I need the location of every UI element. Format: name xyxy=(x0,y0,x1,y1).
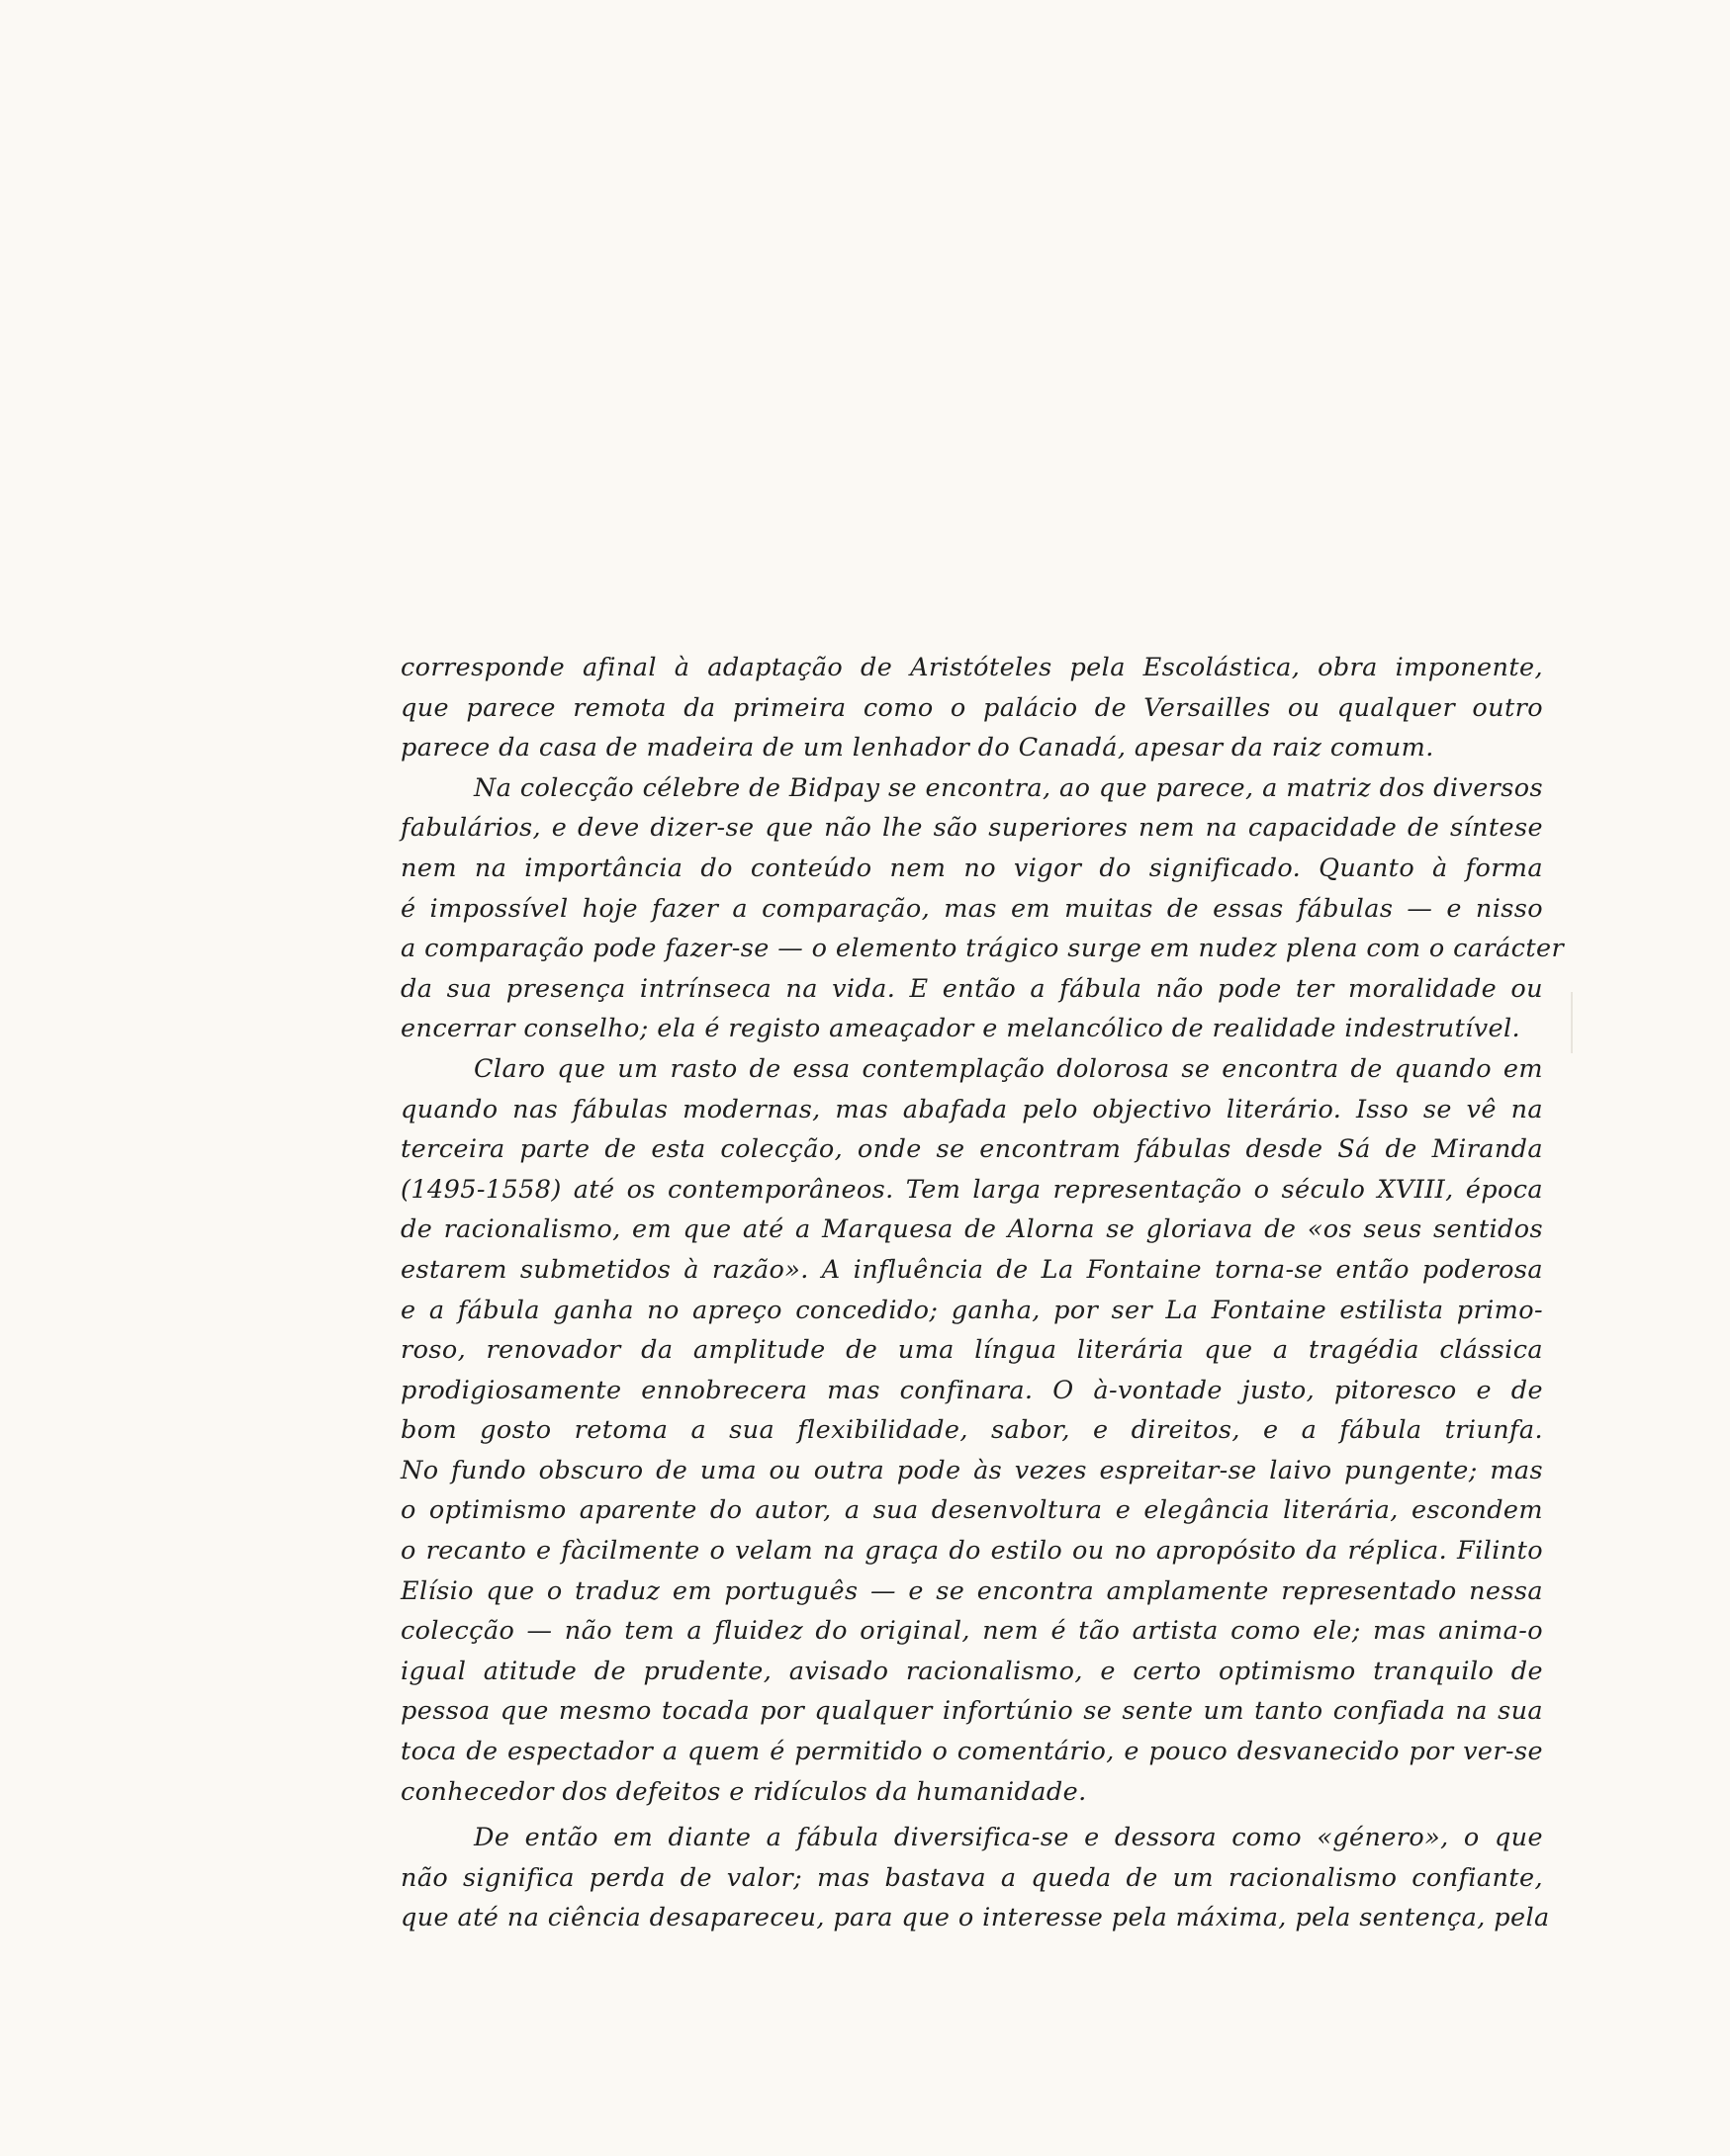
body-text xyxy=(401,648,1565,1938)
text-line: fabulários, e deve dizer-se que não lhe são superiores nem na capacidade de síntese xyxy=(401,813,1543,844)
text-line: de racionalismo, em que até a Marquesa de Alorna se gloriava de «os seus sentidos xyxy=(401,1214,1543,1245)
text-line: Claro que um rasto de essa contemplação dolorosa se encontra de quando em xyxy=(474,1053,1543,1084)
text-line: parece da casa de madeira de um lenhador do Canadá, apesar da raiz comum. xyxy=(401,733,1434,764)
text-line: prodigiosamente ennobrecera mas confinara. O à-vontade justo, pitoresco e de xyxy=(401,1375,1543,1405)
text-line: terceira parte de esta colecção, onde se encontram fábulas desde Sá de Miranda xyxy=(401,1134,1543,1165)
text-line: conhecedor dos defeitos e ridículos da humanidade. xyxy=(401,1776,1087,1807)
text-line: igual atitude de prudente, avisado racionalismo, e certo optimismo tranquilo de xyxy=(401,1656,1543,1686)
text-line: nem na importância do conteúdo nem no vigor do significado. Quanto à forma xyxy=(401,853,1543,883)
text-line: De então em diante a fábula diversifica-se e dessora como «género», o que xyxy=(474,1823,1543,1853)
text-line: colecção — não tem a fluidez do original, nem é tão artista como ele; mas anima-o xyxy=(401,1616,1543,1647)
paragraph xyxy=(401,1818,1550,1938)
text-line: bom gosto retoma a sua flexibilidade, sabor, e direitos, e a fábula triunfa. xyxy=(401,1415,1543,1446)
text-line: o optimismo aparente do autor, a sua desenvoltura e elegância literária, escondem xyxy=(401,1495,1543,1526)
paragraph xyxy=(401,648,1543,768)
text-line: que parece remota da primeira como o palácio de Versailles ou qualquer outro xyxy=(401,692,1543,723)
text-line: quando nas fábulas modernas, mas abafada pelo objectivo literário. Isso se vê na xyxy=(401,1094,1543,1124)
text-line: pessoa que mesmo tocada por qualquer infortúnio se sente um tanto confiada na sua xyxy=(401,1696,1543,1727)
text-line: o recanto e fàcilmente o velam na graça do estilo ou no apropósito da réplica. Filinto xyxy=(401,1536,1543,1567)
text-line: Na colecção célebre de Bidpay se encontra, ao que parece, a matriz dos diversos xyxy=(474,772,1543,803)
text-line: roso, renovador da amplitude de uma língua literária que a tragédia clássica xyxy=(401,1335,1543,1366)
text-line: Elísio que o traduz em português — e se encontra amplamente representado nessa xyxy=(401,1575,1543,1606)
text-line: da sua presença intrínseca na vida. E então a fábula não pode ter moralidade ou xyxy=(401,973,1543,1004)
text-line: No fundo obscuro de uma ou outra pode às vezes espreitar-se laivo pungente; mas xyxy=(401,1455,1543,1485)
paragraph xyxy=(401,1049,1543,1812)
paper-edge-mark xyxy=(1571,992,1573,1053)
text-line: não significa perda de valor; mas bastava a queda de um racionalismo confiante, xyxy=(401,1862,1543,1893)
text-line: estarem submetidos à razão». A influência de La Fontaine torna-se então poderosa xyxy=(401,1254,1543,1285)
text-line: (1495-1558) até os contemporâneos. Tem larga representação o século XVIII, época xyxy=(401,1174,1543,1205)
text-line: encerrar conselho; ela é registo ameaçador e melancólico de realidade indestrutível. xyxy=(401,1014,1521,1044)
text-line: corresponde afinal à adaptação de Aristóteles pela Escolástica, obra imponente, xyxy=(401,653,1543,682)
paragraph xyxy=(401,768,1565,1049)
text-line: a comparação pode fazer-se — o elemento trágico surge em nudez plena com o carácter xyxy=(401,934,1565,964)
text-line: que até na ciência desapareceu, para que o interesse pela máxima, pela sentença, pela xyxy=(401,1903,1550,1933)
text-line: toca de espectador a quem é permitido o comentário, e pouco desvanecido por ver-se xyxy=(401,1737,1543,1767)
text-line: e a fábula ganha no apreço concedido; ganha, por ser La Fontaine estilista primo- xyxy=(401,1295,1543,1325)
text-line: é impossível hoje fazer a comparação, mas em muitas de essas fábulas — e nisso xyxy=(401,893,1543,924)
